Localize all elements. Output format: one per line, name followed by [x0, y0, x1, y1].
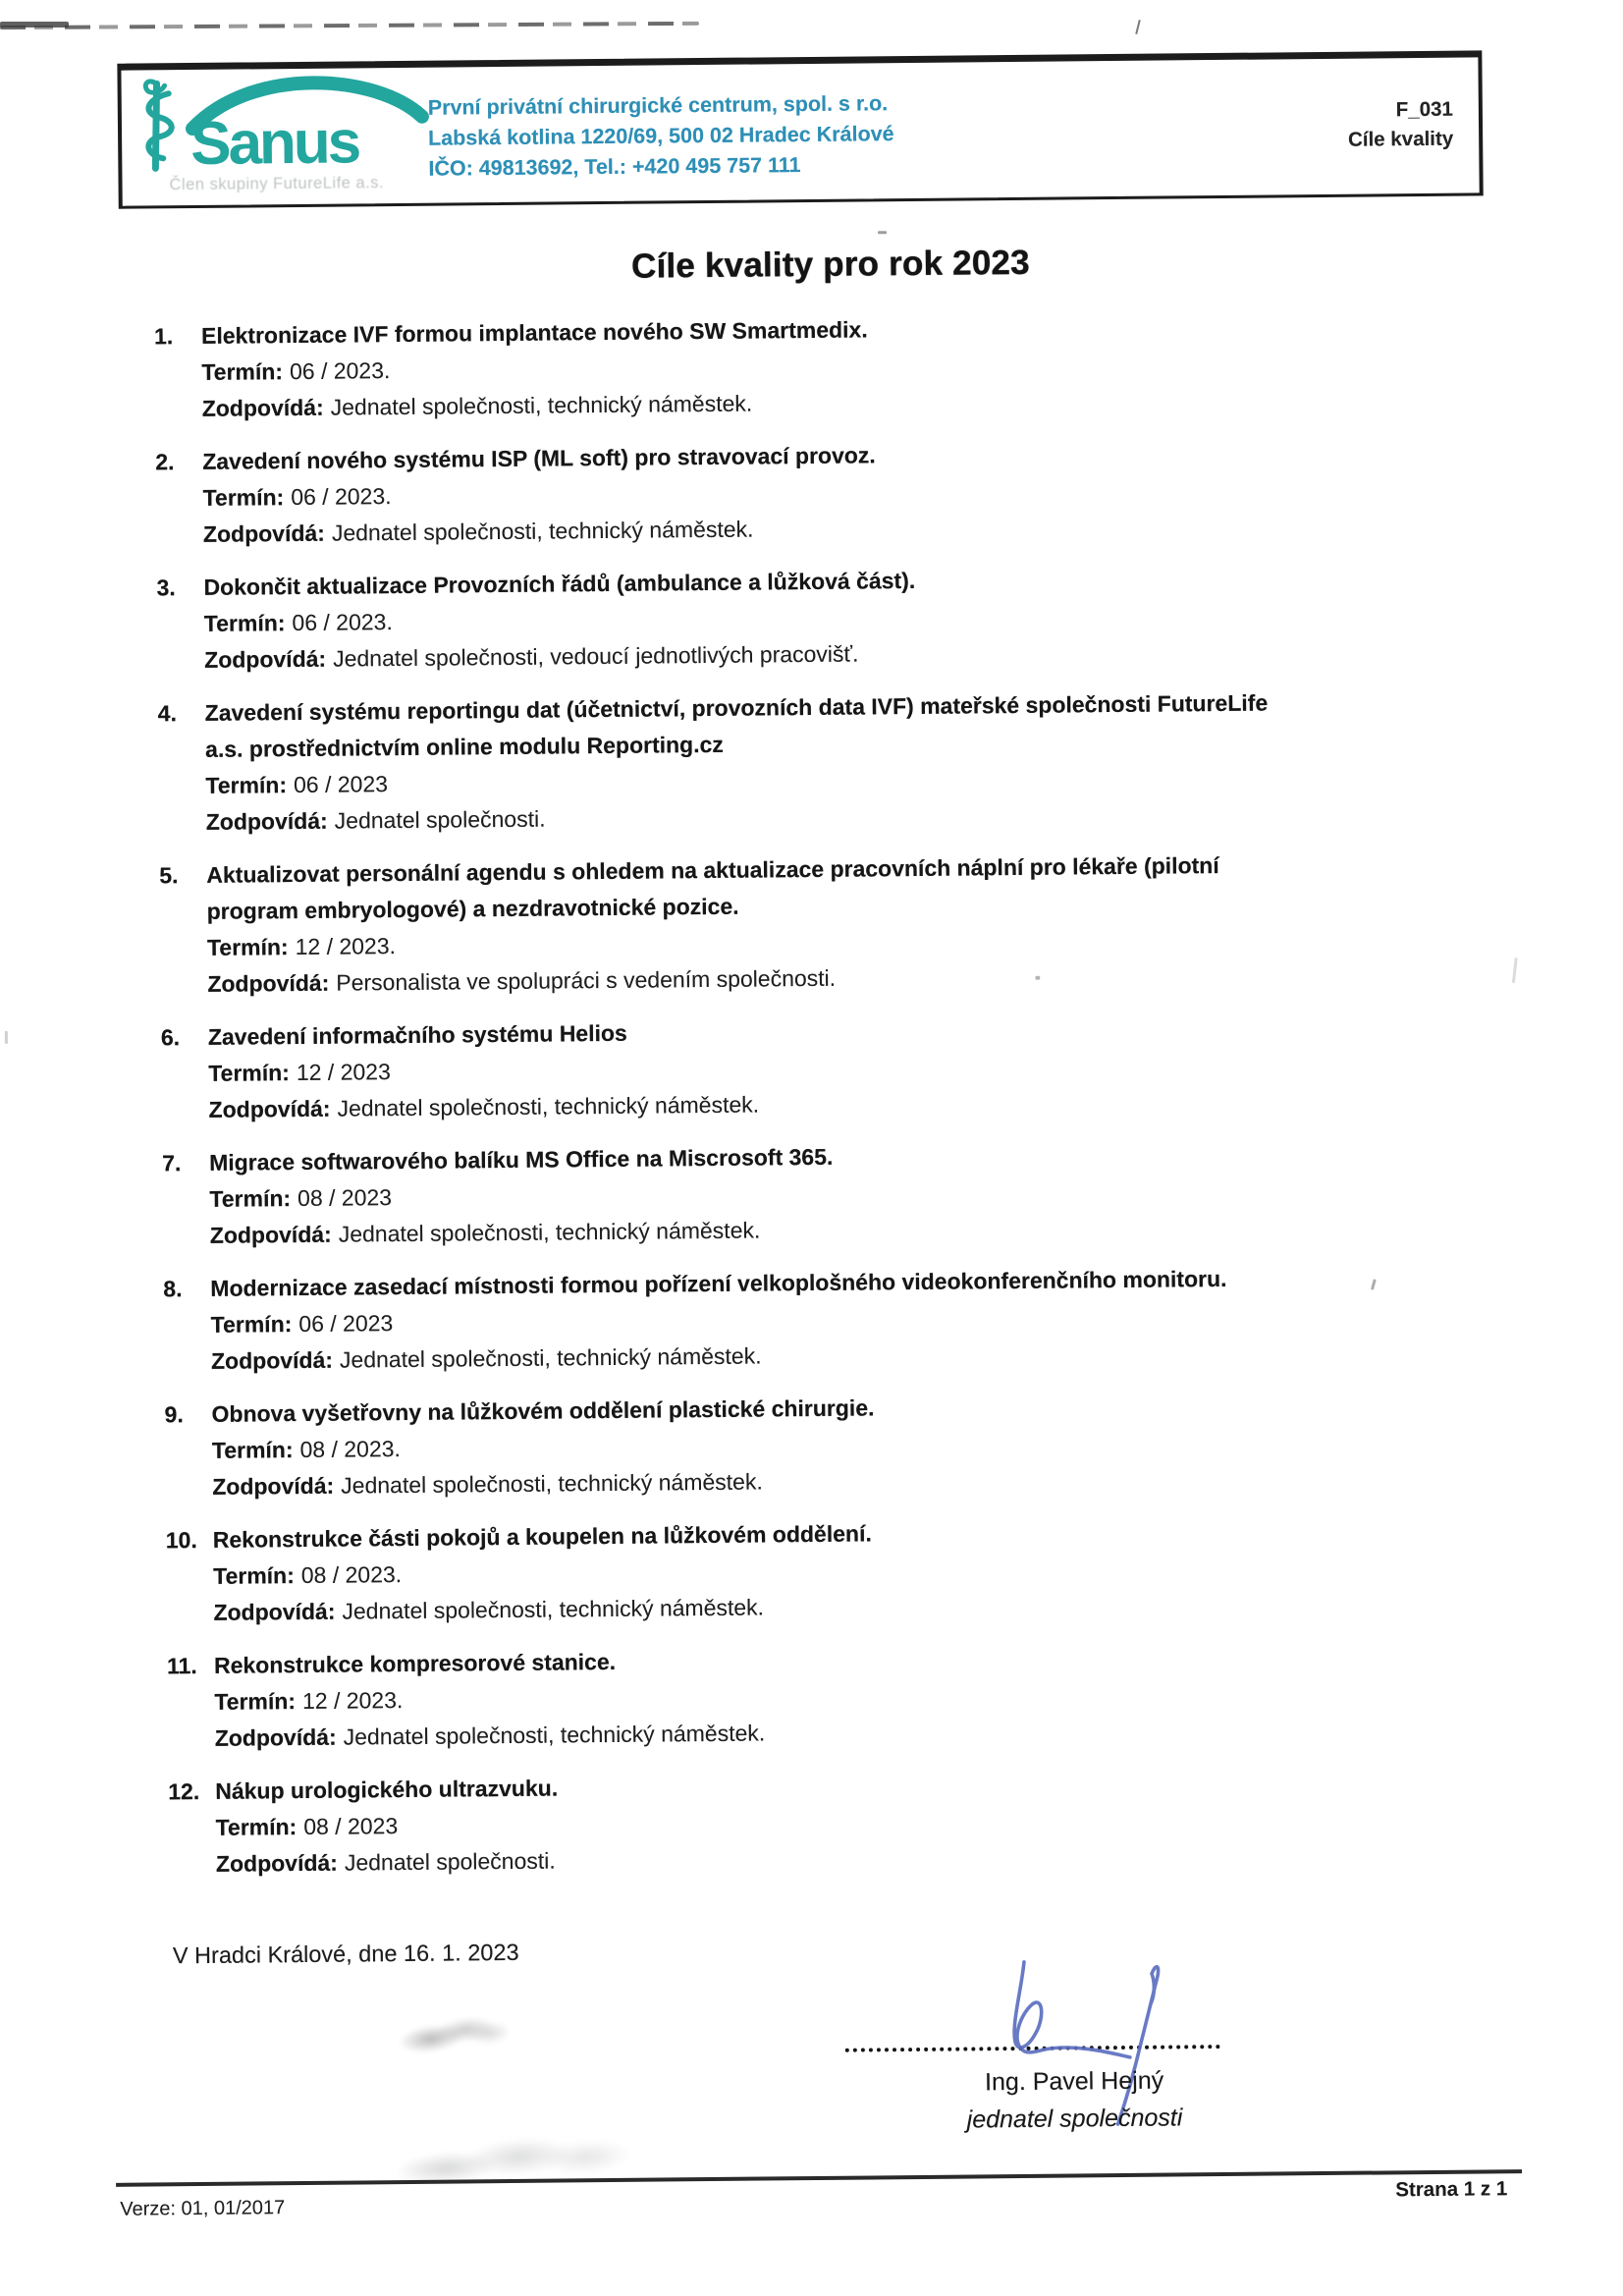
termin-value: 12 / 2023.	[295, 933, 397, 960]
goal-number: 6.	[160, 1024, 181, 1051]
termin-label: Termín:	[206, 934, 289, 960]
termin-label: Termín:	[211, 1437, 294, 1463]
termin-value: 08 / 2023	[297, 1184, 393, 1212]
termin-label: Termín:	[214, 1688, 297, 1715]
termin-value: 06 / 2023.	[292, 609, 393, 636]
company-address: Labská kotlina 1220/69, 500 02 Hradec Králové	[427, 122, 894, 150]
goal-title: Elektronizace IVF formou implantace nového SW Smartmedix.	[200, 316, 868, 349]
company-address-block	[428, 88, 894, 185]
zodpovida-label: Zodpovídá:	[204, 645, 327, 673]
zodpovida-value: Jednatel společnosti, technický náměstek.	[343, 1720, 766, 1750]
goal-title: Zavedení informačního systému Helios	[207, 1019, 627, 1050]
zodpovida-value: Jednatel společnosti, technický náměstek.	[330, 390, 753, 420]
goal-number: 12.	[168, 1778, 200, 1805]
list-item	[162, 1133, 1459, 1255]
goal-number: 11.	[166, 1653, 197, 1679]
termin-label: Termín:	[213, 1562, 295, 1589]
footer-page-number: Strana 1 z 1	[1395, 2177, 1508, 2202]
goal-title: Zavedení systému reportingu dat (účetnictví, provozních data IVF) mateřské společnosti FutureLife a.s. prostřednictvím online modulu Reporting.cz	[204, 689, 1269, 762]
goal-number: 5.	[159, 862, 179, 889]
zodpovida-label: Zodpovídá:	[209, 1221, 332, 1248]
termin-value: 06 / 2023	[298, 1310, 394, 1338]
goal-number: 8.	[163, 1276, 183, 1302]
goal-number: 2.	[155, 449, 175, 475]
list-item	[168, 1762, 1465, 1884]
zodpovida-label: Zodpovídá:	[201, 394, 324, 421]
termin-value: 08 / 2023.	[300, 1561, 403, 1589]
zodpovida-label: Zodpovídá:	[205, 807, 328, 835]
termin-label: Termín:	[208, 1060, 291, 1086]
zodpovida-value: Jednatel společnosti, technický náměstek.	[342, 1594, 765, 1624]
termin-value: 06 / 2023.	[289, 357, 391, 385]
page-title: Cíle kvality pro rok 2023	[630, 243, 1030, 286]
termin-label: Termín:	[202, 484, 285, 511]
zodpovida-value: Personalista ve spolupráci s vedením společnosti.	[336, 964, 837, 996]
signer-name: Ing. Pavel Hejný	[984, 2066, 1164, 2097]
zodpovida-label: Zodpovídá:	[212, 1472, 335, 1500]
zodpovida-value: Jednatel společnosti.	[334, 805, 546, 834]
form-code: F_031	[1395, 97, 1453, 122]
footer-rule	[116, 2169, 1522, 2187]
termin-label: Termín:	[205, 772, 288, 798]
zodpovida-value: Jednatel společnosti, vedoucí jednotlivých pracovišť.	[333, 640, 859, 672]
signer-role: jednatel společnosti	[966, 2104, 1183, 2134]
goal-title: Obnova vyšetřovny na lůžkovém oddělení plastické chirurgie.	[211, 1394, 875, 1427]
goals-list	[154, 306, 1465, 1900]
zodpovida-value: Jednatel společnosti, technický náměstek.	[339, 1342, 762, 1373]
goal-number: 4.	[157, 700, 178, 727]
goal-title: Modernizace zasedací místnosti formou pořízení velkoplošného videokonferenčního monitoru.	[210, 1265, 1227, 1301]
zodpovida-label: Zodpovídá:	[210, 1346, 334, 1374]
company-name: První privátní chirurgické centrum, spol. s r.o.	[427, 91, 889, 120]
goal-title: Migrace softwarového balíku MS Office na Miscrosoft 365.	[208, 1143, 834, 1175]
zodpovida-value: Jednatel společnosti, technický náměstek.	[338, 1217, 761, 1247]
zodpovida-label: Zodpovídá:	[208, 1095, 331, 1122]
company-logo	[135, 72, 430, 177]
place-date-line: V Hradci Králové, dne 16. 1. 2023	[172, 1939, 519, 1969]
termin-label: Termín:	[215, 1814, 298, 1840]
goal-title: Dokončit aktualizace Provozních řádů (ambulance a lůžková část).	[203, 567, 916, 600]
termin-value: 08 / 2023	[303, 1813, 399, 1839]
list-item	[161, 1008, 1458, 1129]
list-item	[164, 1385, 1461, 1506]
goal-number: 1.	[153, 323, 174, 350]
list-item	[158, 683, 1455, 842]
termin-value: 06 / 2023.	[291, 483, 392, 511]
list-item	[159, 846, 1456, 1004]
zodpovida-value: Jednatel společnosti, technický náměstek.	[331, 516, 754, 546]
zodpovida-label: Zodpovídá:	[202, 519, 326, 547]
stamp-smudge	[387, 2005, 510, 2063]
list-item	[156, 558, 1453, 680]
rod-of-asclepius-icon	[145, 82, 172, 169]
zodpovida-value: Jednatel společnosti, technický náměstek.	[341, 1468, 763, 1499]
termin-label: Termín:	[203, 610, 286, 636]
goal-number: 3.	[156, 574, 176, 601]
zodpovida-label: Zodpovídá:	[207, 969, 330, 997]
zodpovida-value: Jednatel společnosti.	[344, 1847, 556, 1876]
termin-label: Termín:	[210, 1311, 293, 1338]
goal-title: Rekonstrukce kompresorové stanice.	[213, 1648, 617, 1678]
goal-number: 9.	[164, 1401, 184, 1428]
goal-number: 10.	[165, 1527, 197, 1554]
scan-artifact	[1512, 957, 1518, 983]
list-item	[167, 1636, 1464, 1758]
list-item	[155, 432, 1452, 554]
zodpovida-label: Zodpovídá:	[213, 1598, 336, 1625]
zodpovida-label: Zodpovídá:	[214, 1723, 337, 1751]
goal-title: Nákup urologického ultrazvuku.	[215, 1775, 559, 1804]
logo-subtext: Člen skupiny FutureLife a.s.	[169, 174, 385, 194]
list-item	[154, 306, 1451, 428]
stamp-smudge	[383, 2122, 632, 2199]
termin-label: Termín:	[201, 358, 284, 385]
zodpovida-value: Jednatel společnosti, technický náměstek.	[337, 1091, 760, 1121]
goal-title: Aktualizovat personální agendu s ohledem na aktualizace pracovních náplní pro lékaře (pilotní program embryologové) a nezdravotnické pozice.	[206, 852, 1219, 924]
termin-value: 12 / 2023	[296, 1059, 391, 1086]
zodpovida-label: Zodpovídá:	[215, 1849, 339, 1877]
sanus-logo	[135, 72, 430, 177]
goal-title: Zavedení nového systému ISP (ML soft) pro stravovací provoz.	[202, 442, 876, 474]
logo-wordmark: Sanus	[189, 108, 359, 177]
form-name: Cíle kvality	[1347, 127, 1454, 151]
letterhead-box	[117, 50, 1483, 208]
termin-label: Termín:	[209, 1185, 292, 1212]
footer-version: Verze: 01, 01/2017	[120, 2197, 286, 2220]
termin-value: 06 / 2023	[293, 771, 389, 798]
list-item	[163, 1259, 1460, 1381]
scan-artifact	[878, 231, 887, 234]
scan-artifact	[5, 1031, 8, 1044]
goal-number: 7.	[161, 1150, 182, 1176]
list-item	[166, 1510, 1463, 1632]
company-contact: IČO: 49813692, Tel.: +420 495 757 111	[428, 153, 801, 181]
goal-title: Rekonstrukce části pokojů a koupelen na lůžkovém oddělení.	[212, 1520, 872, 1553]
form-identification	[1348, 95, 1454, 155]
termin-value: 12 / 2023.	[301, 1687, 404, 1715]
termin-value: 08 / 2023.	[299, 1436, 401, 1463]
